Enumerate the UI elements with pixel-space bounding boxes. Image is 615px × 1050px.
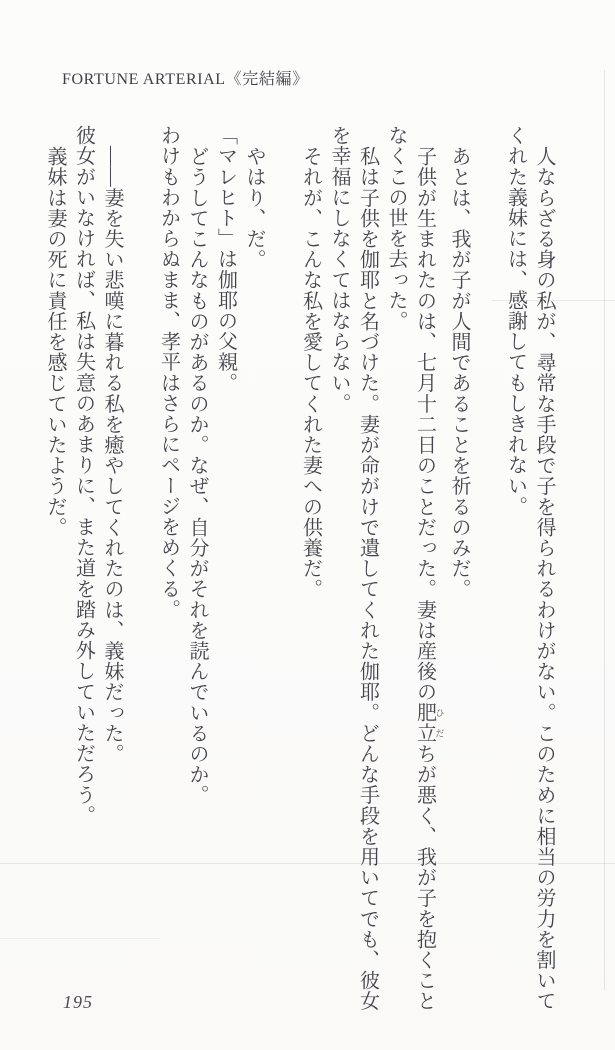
running-header-book-title: FORTUNE ARTERIAL《完結編》 [62, 71, 309, 88]
paragraph: 彼女がいなければ、私は失意のあまりに、また道を踏み外していただろう。 [72, 125, 95, 826]
paragraph: 義妹は妻の死に責任を感じていたようだ。 [44, 146, 66, 538]
scan-artifact-line [604, 70, 605, 990]
paragraph: 「マレヒト」は伽耶の父親。 [214, 125, 237, 393]
paragraph: 私は子供を伽耶と名づけた。妻が命がけで遺してくれた伽耶。どんな手段を用いてでも、彼女を幸福にしなくてはならない。 [328, 125, 379, 1012]
paragraph: どうしてこんなものがあるのか。なぜ、自分がそれを読んでいるのか。 [186, 146, 208, 806]
page-number: 195 [63, 992, 93, 1012]
paragraph: あとは、我が子が人間であることを祈るのみだ。 [448, 146, 470, 600]
page-text [41, 125, 558, 1017]
paragraph: やはり、だ。 [243, 146, 265, 270]
paragraph: 人ならざる身の私が、尋常な手段で子を得られるわけがない。このために相当の労力を割いてくれた義妹には、感謝してもしきれない。 [504, 125, 555, 1012]
paragraph: ――妻を失い悲嘆に暮れる私を癒やしてくれたのは、義妹だった。 [101, 146, 123, 764]
paragraph: それが、こんな私を愛してくれた妻への供養だ。 [299, 146, 322, 600]
paragraph: 子供が生まれたのは、七月十二日のことだった。妻は産後の肥立 ひだちが悪く、我が子を抱くことなくこの世を去った。 [385, 125, 445, 1012]
paragraph: わけもわからぬまま、孝平はさらにページをめくる。 [157, 125, 180, 620]
